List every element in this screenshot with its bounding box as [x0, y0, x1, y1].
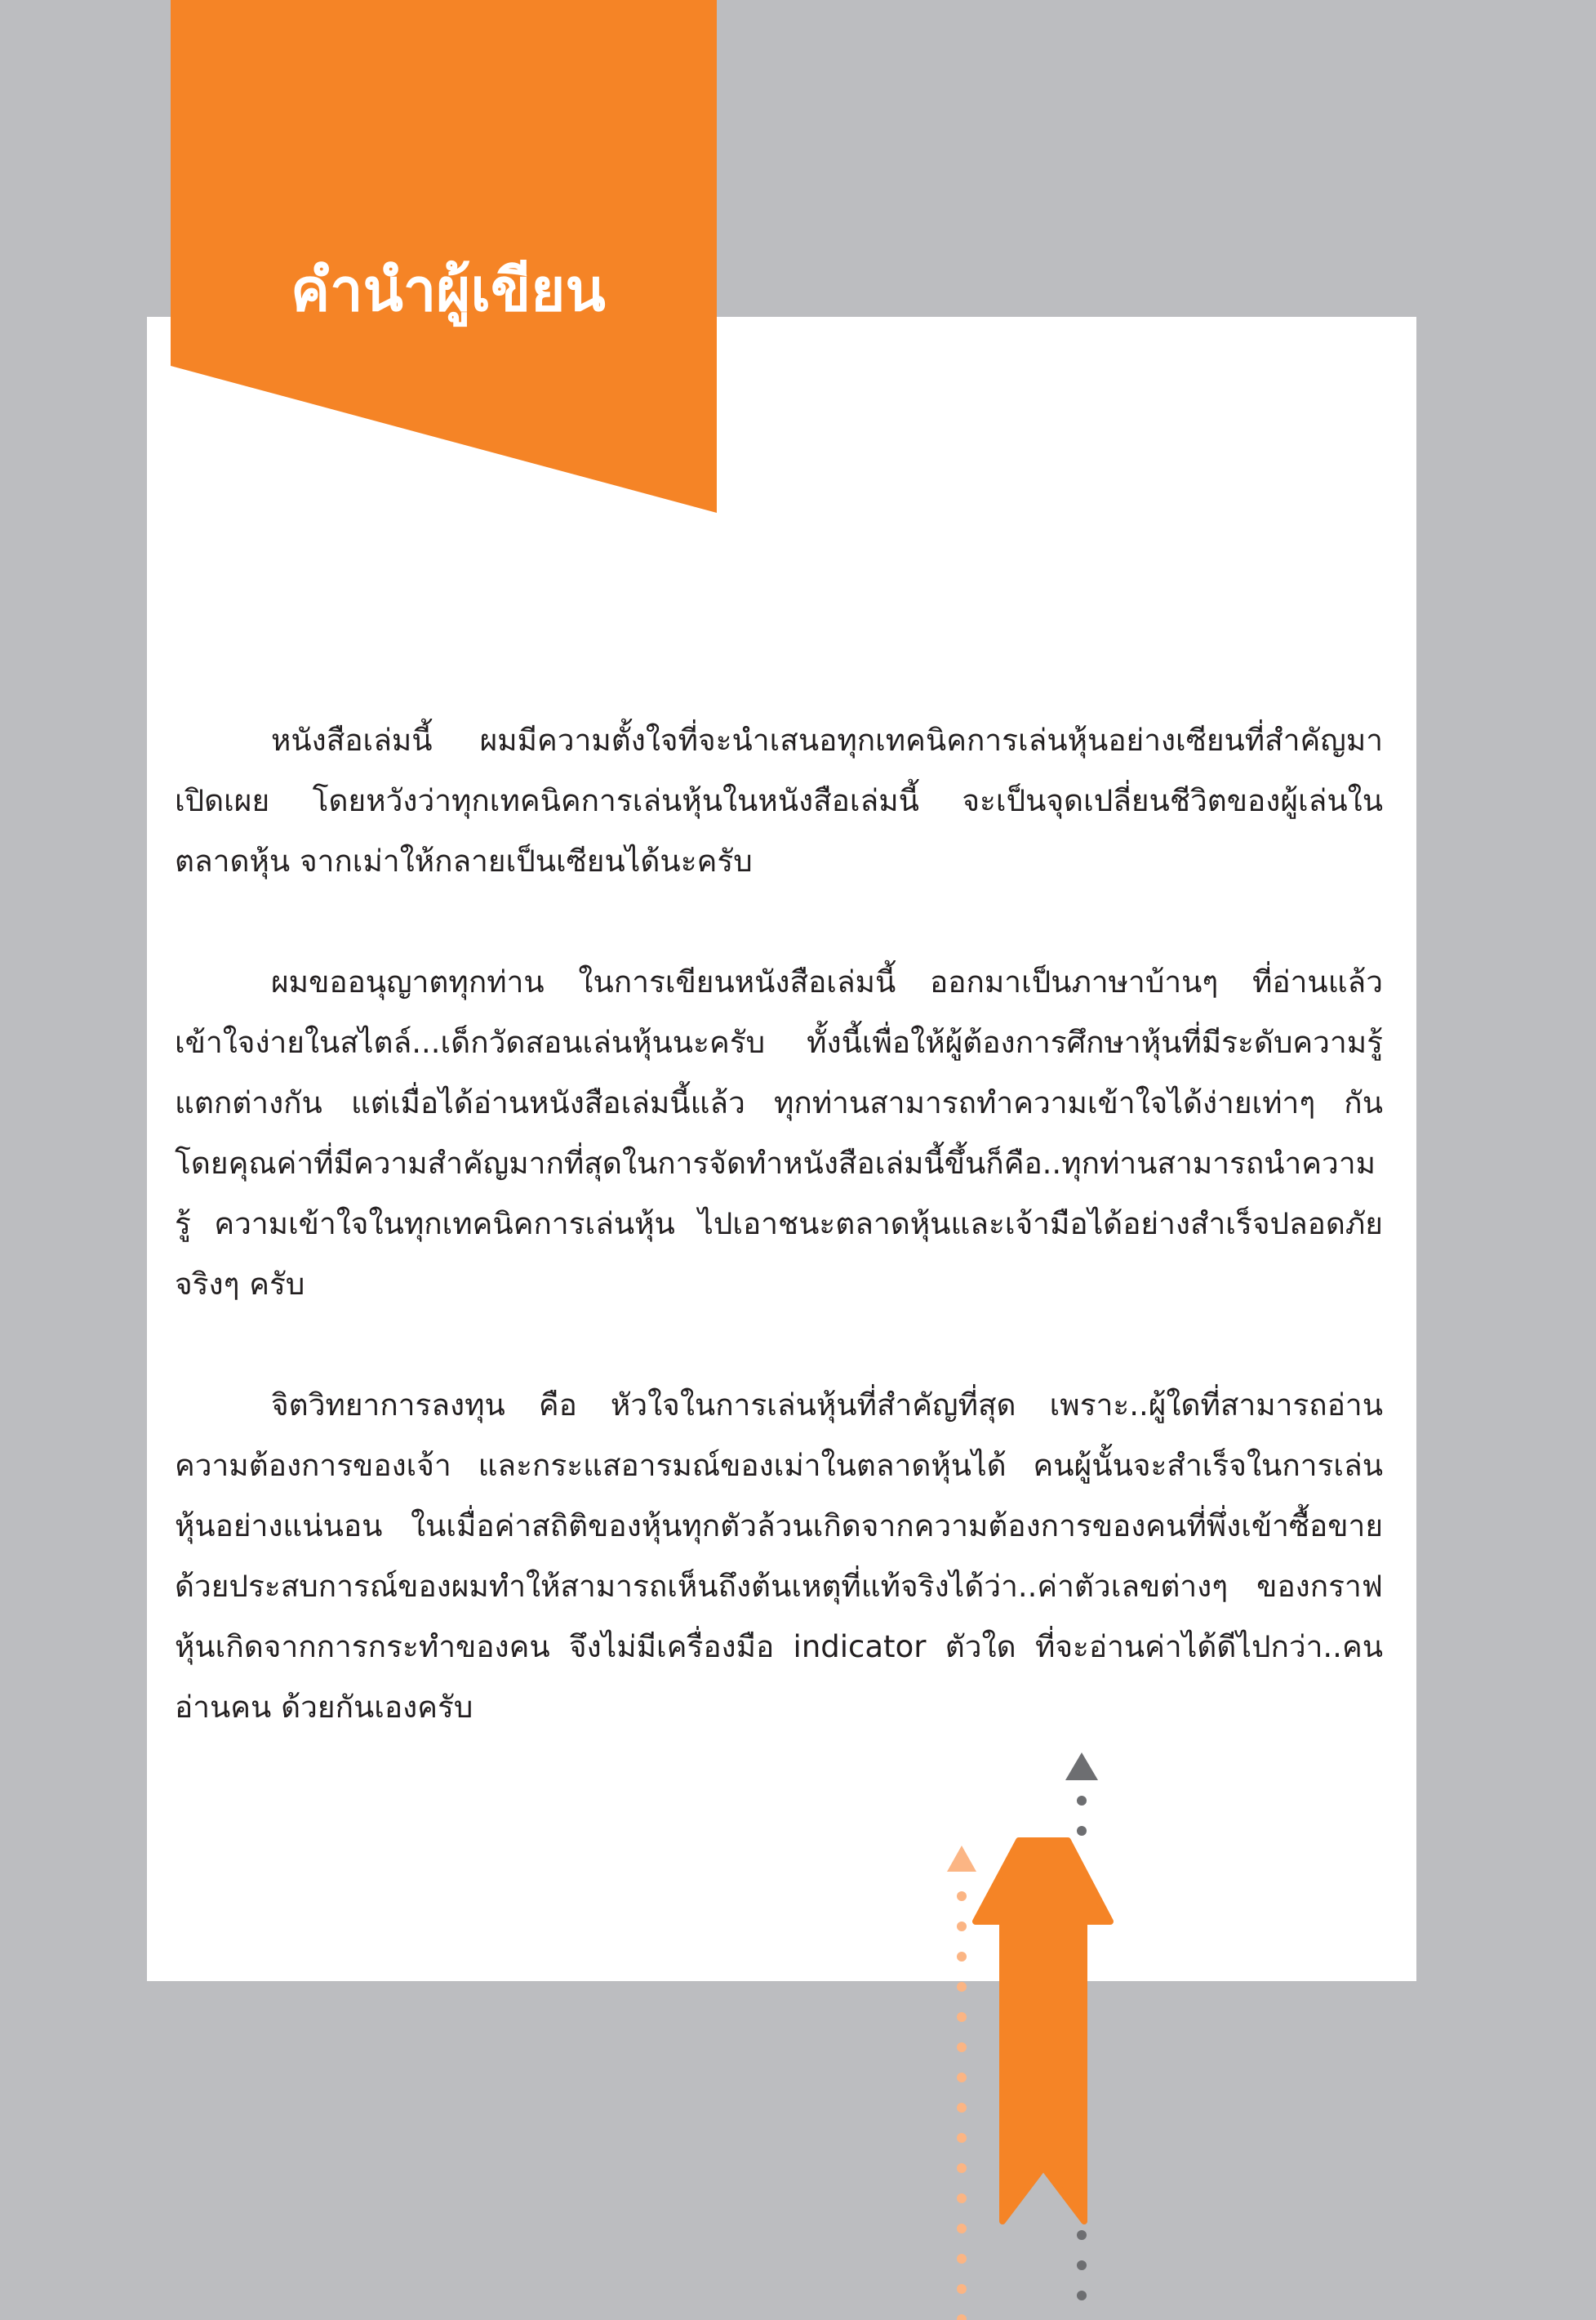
paragraph-1: หนังสือเล่มนี้ ผมมีความตั้งใจที่จะนำเสนอทุกเทคนิคการเล่นหุ้นอย่างเซียนที่สำคัญมาเปิดเผย โดยหวังว่าทุกเทคนิคการเล่นหุ้นในหนังสือเล่มนี้ จะเป็นจุดเปลี่ยนชีวิตของผู้เล่นในตลาดหุ้น จากเม่าให้กลายเป็นเซียนได้นะครับ [175, 723, 1383, 879]
dot [957, 1982, 967, 1992]
dot [957, 2073, 967, 2082]
dot [957, 2042, 967, 2052]
light-dotted-arrow [947, 1846, 976, 2320]
dot [957, 1952, 967, 1962]
preface-body [175, 710, 1383, 1798]
page-title: คำนำผู้เขียน [291, 256, 606, 324]
dot [957, 2012, 967, 2022]
dot [957, 2163, 967, 2173]
dot [1077, 1826, 1087, 1836]
rising-arrows-icon [931, 1739, 1143, 2320]
main-orange-arrow [976, 1841, 1110, 2221]
dot [957, 1891, 967, 1901]
dot [957, 2224, 967, 2233]
dot [957, 2133, 967, 2143]
rising-arrows-graphic [931, 1739, 1143, 2320]
dot [1077, 1796, 1087, 1806]
dot [1077, 2260, 1087, 2270]
dot [957, 2254, 967, 2264]
dot [957, 2284, 967, 2294]
dot [957, 2314, 967, 2320]
dot [1077, 2230, 1087, 2240]
dot [957, 2103, 967, 2113]
paragraph-3: จิตวิทยาการลงทุน คือ หัวใจในการเล่นหุ้นที่สำคัญที่สุด เพราะ..ผู้ใดที่สามารถอ่านความต้องการของเจ้า และกระแสอารมณ์ของเม่าในตลาดหุ้นได้ คนผู้นั้นจะสำเร็จในการเล่นหุ้นอย่างแน่นอน ในเมื่อค่าสถิติของหุ้นทุกตัวล้วนเกิดจากความต้องการของคนที่พึ่งเข้าซื้อขาย ด้วยประสบการณ์ของผมทำให้สามารถเห็นถึงต้นเหตุที่แท้จริงได้ว่า..ค่าตัวเลขต่างๆ ของกราฟหุ้นเกิดจากการกระทำของคน จึงไม่มีเครื่องมือ indicator ตัวใด ที่จะอ่านค่าได้ดีไปกว่า..คนอ่านคน ด้วยกันเองครับ [175, 1387, 1383, 1725]
paragraph-2: ผมขออนุญาตทุกท่าน ในการเขียนหนังสือเล่มนี้ ออกมาเป็นภาษาบ้านๆ ที่อ่านแล้วเข้าใจง่ายในสไตล์...เด็กวัดสอนเล่นหุ้นนะครับ ทั้งนี้เพื่อให้ผู้ต้องการศึกษาหุ้นที่มีระดับความรู้แตกต่างกัน แต่เมื่อได้อ่านหนังสือเล่มนี้แล้ว ทุกท่านสามารถทำความเข้าใจได้ง่ายเท่าๆ กัน โดยคุณค่าที่มีความสำคัญมากที่สุดในการจัดทำหนังสือเล่มนี้ขึ้นก็คือ..ทุกท่านสามารถนำความรู้ ความเข้าใจในทุกเทคนิคการเล่นหุ้น ไปเอาชนะตลาดหุ้นและเจ้ามือได้อย่างสำเร็จปลอดภัยจริงๆ ครับ [175, 964, 1383, 1302]
dot [1077, 2291, 1087, 2300]
dot [957, 2193, 967, 2203]
dot [957, 1921, 967, 1931]
